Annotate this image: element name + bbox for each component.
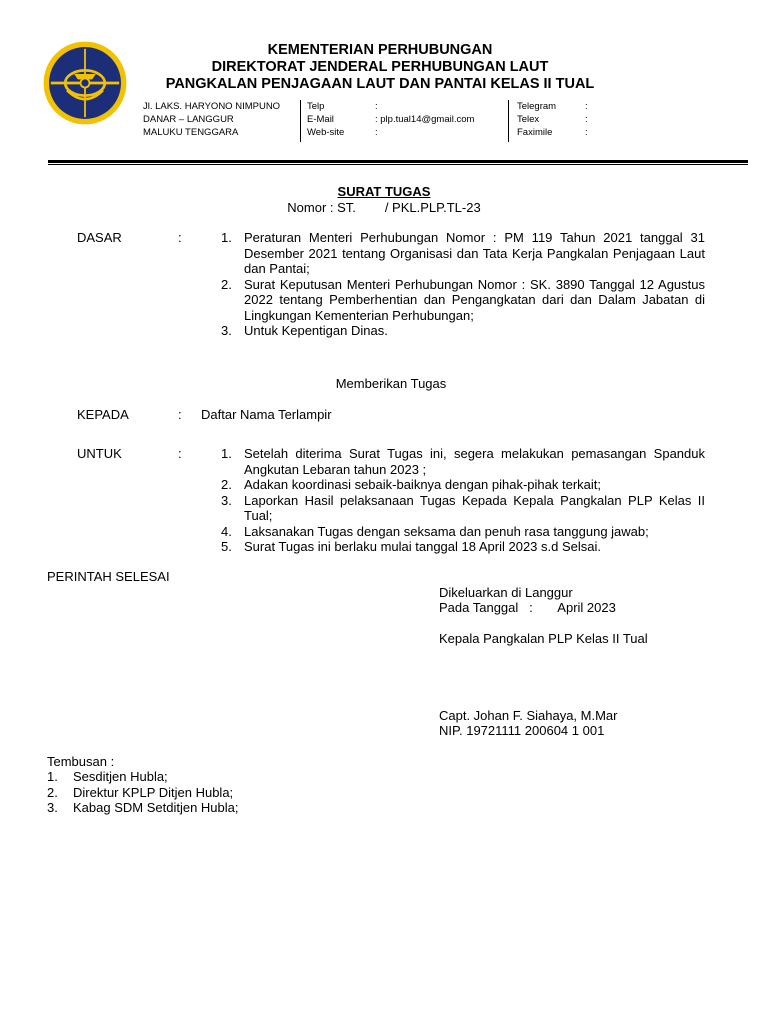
issued-date: Pada Tanggal : April 2023 [439, 600, 616, 615]
item-text: Setelah diterima Surat Tugas ini, segera melakukan pemasangan Spanduk Angkutan Lebaran tahun 2023 ; [244, 446, 705, 477]
contact-block-right [508, 100, 588, 142]
office-address [143, 100, 280, 139]
item-text: Adakan koordinasi sebaik-baiknya dengan pihak-pihak terkait; [244, 477, 601, 492]
issued-place: Dikeluarkan di Langgur [439, 585, 573, 600]
signer-title: Kepala Pangkalan PLP Kelas II Tual [439, 631, 648, 646]
item-text: Sesditjen Hubla; [73, 769, 168, 784]
memberikan-tugas: Memberikan Tugas [335, 376, 447, 391]
list-item [221, 477, 705, 493]
email-value: : plp.tual14@gmail.com [375, 114, 475, 125]
item-text: Untuk Kepentigan Dinas. [244, 323, 388, 338]
item-number: 1. [47, 769, 58, 784]
telex-label: Telex [517, 114, 540, 125]
ministry-logo [40, 38, 130, 128]
untuk-list [221, 446, 705, 555]
kepada-colon: : [178, 407, 182, 422]
item-text: Laksanakan Tugas dengan seksama dan penuh rasa tanggung jawab; [244, 523, 649, 539]
item-text: Surat Tugas ini berlaku mulai tanggal 18 April 2023 s.d Selsai. [244, 539, 601, 554]
dasar-label: DASAR [77, 230, 122, 245]
list-item [221, 446, 705, 477]
list-item [47, 800, 238, 816]
item-text: Peraturan Menteri Perhubungan Nomor : PM 119 Tahun 2021 tanggal 31 Desember 2021 tentang Organisasi dan Tata Kerja Pangkalan Penjagaan Laut dan Pantai; [244, 230, 705, 276]
telex-value: : [585, 114, 588, 125]
phone-label: Telp [307, 101, 325, 112]
list-item [221, 539, 705, 555]
header-divider-thin [48, 164, 748, 165]
address-line: MALUKU TENGGARA [143, 127, 239, 138]
item-number: 5. [221, 539, 232, 554]
list-item [221, 277, 705, 324]
phone-value: : [375, 101, 378, 112]
signer-nip: NIP. 19721111 200604 1 001 [439, 723, 605, 738]
item-text: Kabag SDM Setditjen Hubla; [73, 800, 239, 815]
letterhead [130, 42, 630, 93]
website-label: Web-site [307, 127, 345, 138]
email-label: E-Mail [307, 114, 334, 125]
untuk-colon: : [178, 446, 182, 461]
list-item [221, 493, 705, 524]
fax-label: Faximile [517, 127, 553, 138]
contact-block [300, 100, 474, 142]
dasar-colon: : [178, 230, 182, 245]
item-number: 4. [221, 523, 232, 539]
ministry-name: KEMENTERIAN PERHUBUNGAN [267, 42, 493, 58]
tembusan-label: Tembusan : [47, 754, 115, 769]
list-item [221, 323, 705, 339]
list-item [221, 230, 705, 277]
item-number: 1. [221, 230, 232, 245]
item-text: Laporkan Hasil pelaksanaan Tugas Kepada Kepala Pangkalan PLP Kelas II Tual; [244, 492, 705, 523]
item-number: 2. [47, 784, 58, 800]
fax-value: : [585, 127, 588, 138]
item-text: Surat Keputusan Menteri Perhubungan Nomor : SK. 3890 Tanggal 12 Agustus 2022 tentang Pemberhentian dan Pengangkatan dari dan Dalam Jabatan di Lingkungan Kementerian Perhubungan; [244, 276, 705, 323]
website-value: : [375, 127, 378, 138]
header-divider [48, 160, 748, 163]
item-number: 2. [221, 477, 232, 492]
telegram-value: : [585, 101, 588, 112]
telegram-label: Telegram [517, 101, 557, 112]
item-text: Direktur KPLP Ditjen Hubla; [73, 784, 234, 800]
tembusan-list [47, 769, 238, 816]
list-item [221, 524, 705, 540]
dasar-list [221, 230, 705, 339]
perintah-selesai: PERINTAH SELESAI [47, 569, 170, 584]
directorate-name: DIREKTORAT JENDERAL PERHUBUNGAN LAUT [211, 59, 549, 75]
item-number: 2. [221, 276, 232, 292]
kepada-value: Daftar Nama Terlampir [201, 407, 332, 422]
item-number: 3. [221, 492, 232, 508]
list-item [47, 769, 238, 785]
office-name: PANGKALAN PENJAGAAN LAUT DAN PANTAI KELAS II TUAL [165, 76, 595, 92]
list-item [47, 785, 238, 801]
address-line: DANAR – LANGGUR [143, 114, 234, 125]
letter-title: SURAT TUGAS [337, 184, 431, 199]
item-number: 1. [221, 446, 232, 461]
address-line: Jl. LAKS. HARYONO NIMPUNO [143, 101, 281, 112]
item-number: 3. [221, 323, 232, 338]
untuk-label: UNTUK [77, 446, 122, 461]
letter-number: Nomor : ST. / PKL.PLP.TL-23 [287, 200, 481, 215]
item-number: 3. [47, 800, 58, 815]
signer-name: Capt. Johan F. Siahaya, M.Mar [439, 708, 618, 723]
kepada-label: KEPADA [77, 407, 129, 422]
